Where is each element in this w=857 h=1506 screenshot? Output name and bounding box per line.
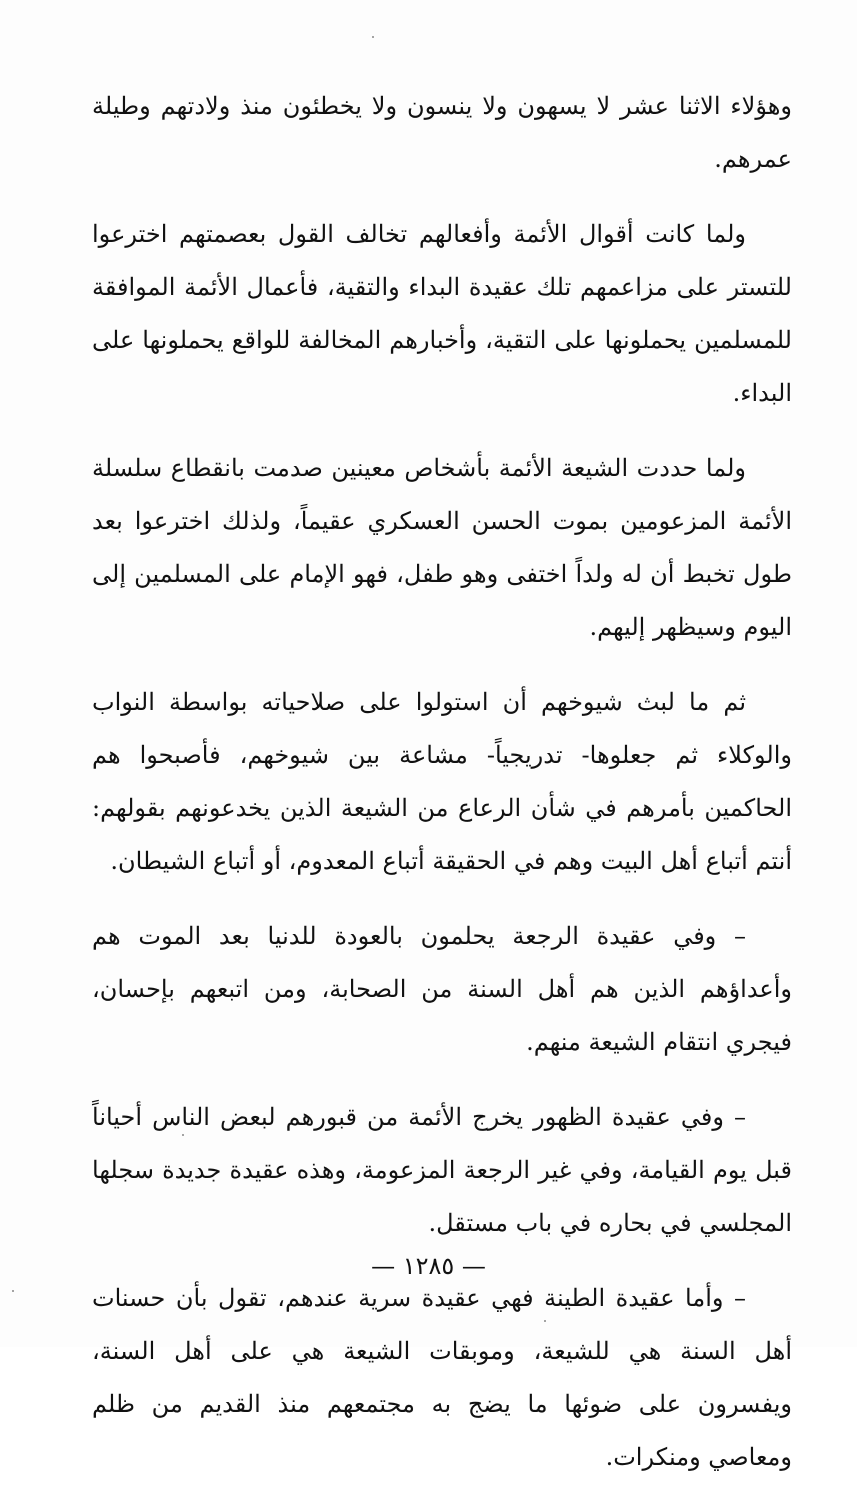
paragraph-5: – وفي عقيدة الرجعة يحلمون بالعودة للدنيا بعد الموت هم وأعداؤهم الذين هم أهل السنة من الصحابة، ومن اتبعهم بإحسان، فيجري انتقام الشيعة منهم. [92, 922, 792, 1056]
paragraph-2: ولما كانت أقوال الأئمة وأفعالهم تخالف القول بعصمتهم اخترعوا للتستر على مزاعمهم تلك عقيدة البداء والتقية، فأعمال الأئمة الموافقة للمسلمين يحملونها على التقية، وأخبارهم المخالفة للواقع يحملونها على البداء. [92, 220, 792, 407]
paragraph-7: – وأما عقيدة الطينة فهي عقيدة سرية عندهم، تقول بأن حسنات أهل السنة هي للشيعة، وموبقات الشيعة هي على أهل السنة، ويفسرون على ضوئها ما يضج به مجتمعهم منذ القديم من ظلم ومعاصي ومنكرات. [92, 1284, 792, 1471]
paragraph-3: ولما حددت الشيعة الأئمة بأشخاص معينين صدمت بانقطاع سلسلة الأئمة المزعومين بموت الحسن العسكري عقيماً، ولذلك اخترعوا بعد طول تخبط أن له ولداً اختفى وهو طفل، فهو الإمام على المسلمين إلى اليوم وسيظهر إليهم. [92, 454, 792, 641]
scan-speck [12, 1290, 14, 1292]
paragraph-1: وهؤلاء الاثنا عشر لا يسهون ولا ينسون ولا يخطئون منذ ولادتهم وطيلة عمرهم. [92, 92, 792, 173]
paragraph-6: – وفي عقيدة الظهور يخرج الأئمة من قبورهم لبعض الناس أحياناً قبل يوم القيامة، وفي غير الرجعة المزعومة، وهذه عقيدة جديدة سجلها المجلسي في بحاره في باب مستقل. [92, 1103, 792, 1237]
body-text [92, 80, 792, 1506]
scan-speck [182, 1134, 184, 1136]
scan-speck [544, 1320, 546, 1322]
page-number: — ١٢٨٥ — [371, 1252, 486, 1280]
scan-speck [372, 36, 374, 38]
paragraph-4: ثم ما لبث شيوخهم أن استولوا على صلاحياته بواسطة النواب والوكلاء ثم جعلوها- تدريجياً- مشاعة بين شيوخهم، فأصبحوا هم الحاكمين بأمرهم في شأن الرعاع من الشيعة الذين يخدعونهم بقولهم: أنتم أتباع أهل البيت وهم في الحقيقة أتباع المعدوم، أو أتباع الشيطان. [92, 688, 792, 875]
